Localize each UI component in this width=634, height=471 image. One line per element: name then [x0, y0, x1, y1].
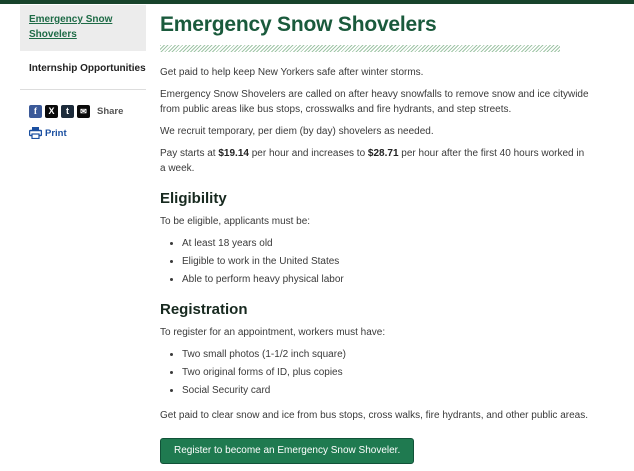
list-item: • Two original forms of ID, plus copies — [182, 365, 592, 380]
list-item: • Two small photos (1-1/2 inch square) — [182, 347, 592, 362]
tumblr-icon[interactable]: t — [61, 105, 74, 118]
sidebar-item-label[interactable]: Emergency Snow Shovelers — [29, 14, 113, 40]
registration-list — [160, 347, 592, 398]
main-content — [160, 8, 592, 464]
email-icon[interactable]: ✉ — [77, 105, 90, 118]
top-accent-bar — [0, 0, 634, 4]
closing-paragraph: Get paid to clear snow and ice from bus stops, cross walks, fire hydrants, and other public areas. — [160, 410, 588, 422]
sidebar-item-internship-opportunities[interactable]: Internship Opportunities — [29, 63, 146, 74]
intro-paragraph: Get paid to help keep New Yorkers safe after winter storms. — [160, 67, 424, 79]
pay-text: per hour after the first 40 hours worked in a week. — [160, 148, 585, 175]
recruiting-paragraph: We recruit temporary, per diem (by day) shovelers as needed. — [160, 126, 434, 138]
registration-lead: To register for an appointment, workers must have: — [160, 327, 386, 339]
share-toolbar — [29, 105, 146, 118]
list-item: • Eligible to work in the United States — [182, 254, 592, 269]
pay-paragraph — [160, 146, 592, 176]
register-button[interactable]: Register to become an Emergency Snow Shoveler. — [160, 438, 414, 464]
eligibility-heading: Eligibility — [160, 190, 227, 208]
list-item: • Social Security card — [182, 383, 592, 398]
list-item: • Able to perform heavy physical labor — [182, 272, 592, 287]
pay-text: Pay starts at — [160, 148, 219, 160]
sidebar-divider — [20, 89, 146, 90]
print-label[interactable]: Print — [45, 127, 67, 139]
sidebar-item-emergency-snow-shovelers[interactable] — [20, 5, 146, 51]
eligibility-lead: To be eligible, applicants must be: — [160, 216, 311, 228]
overtime-rate: $28.71 — [367, 148, 399, 160]
printer-icon — [29, 127, 42, 139]
page-title: Emergency Snow Shovelers — [160, 13, 437, 36]
share-button[interactable]: Share — [97, 106, 124, 117]
eligibility-list — [160, 236, 592, 287]
striped-divider — [160, 45, 560, 52]
registration-heading: Registration — [160, 301, 248, 319]
starting-rate: $19.14 — [218, 148, 249, 160]
facebook-icon[interactable]: f — [29, 105, 42, 118]
sidebar-nav — [20, 5, 146, 139]
pay-text: per hour and increases to — [248, 148, 368, 160]
description-paragraph: Emergency Snow Shovelers are called on after heavy snowfalls to remove snow and ice citywide from public areas like bus stops, crosswalks and fire hydrants, and step streets. — [160, 89, 589, 116]
list-item: • At least 18 years old — [182, 236, 592, 251]
x-twitter-icon[interactable]: X — [45, 105, 58, 118]
print-button[interactable] — [29, 127, 146, 139]
